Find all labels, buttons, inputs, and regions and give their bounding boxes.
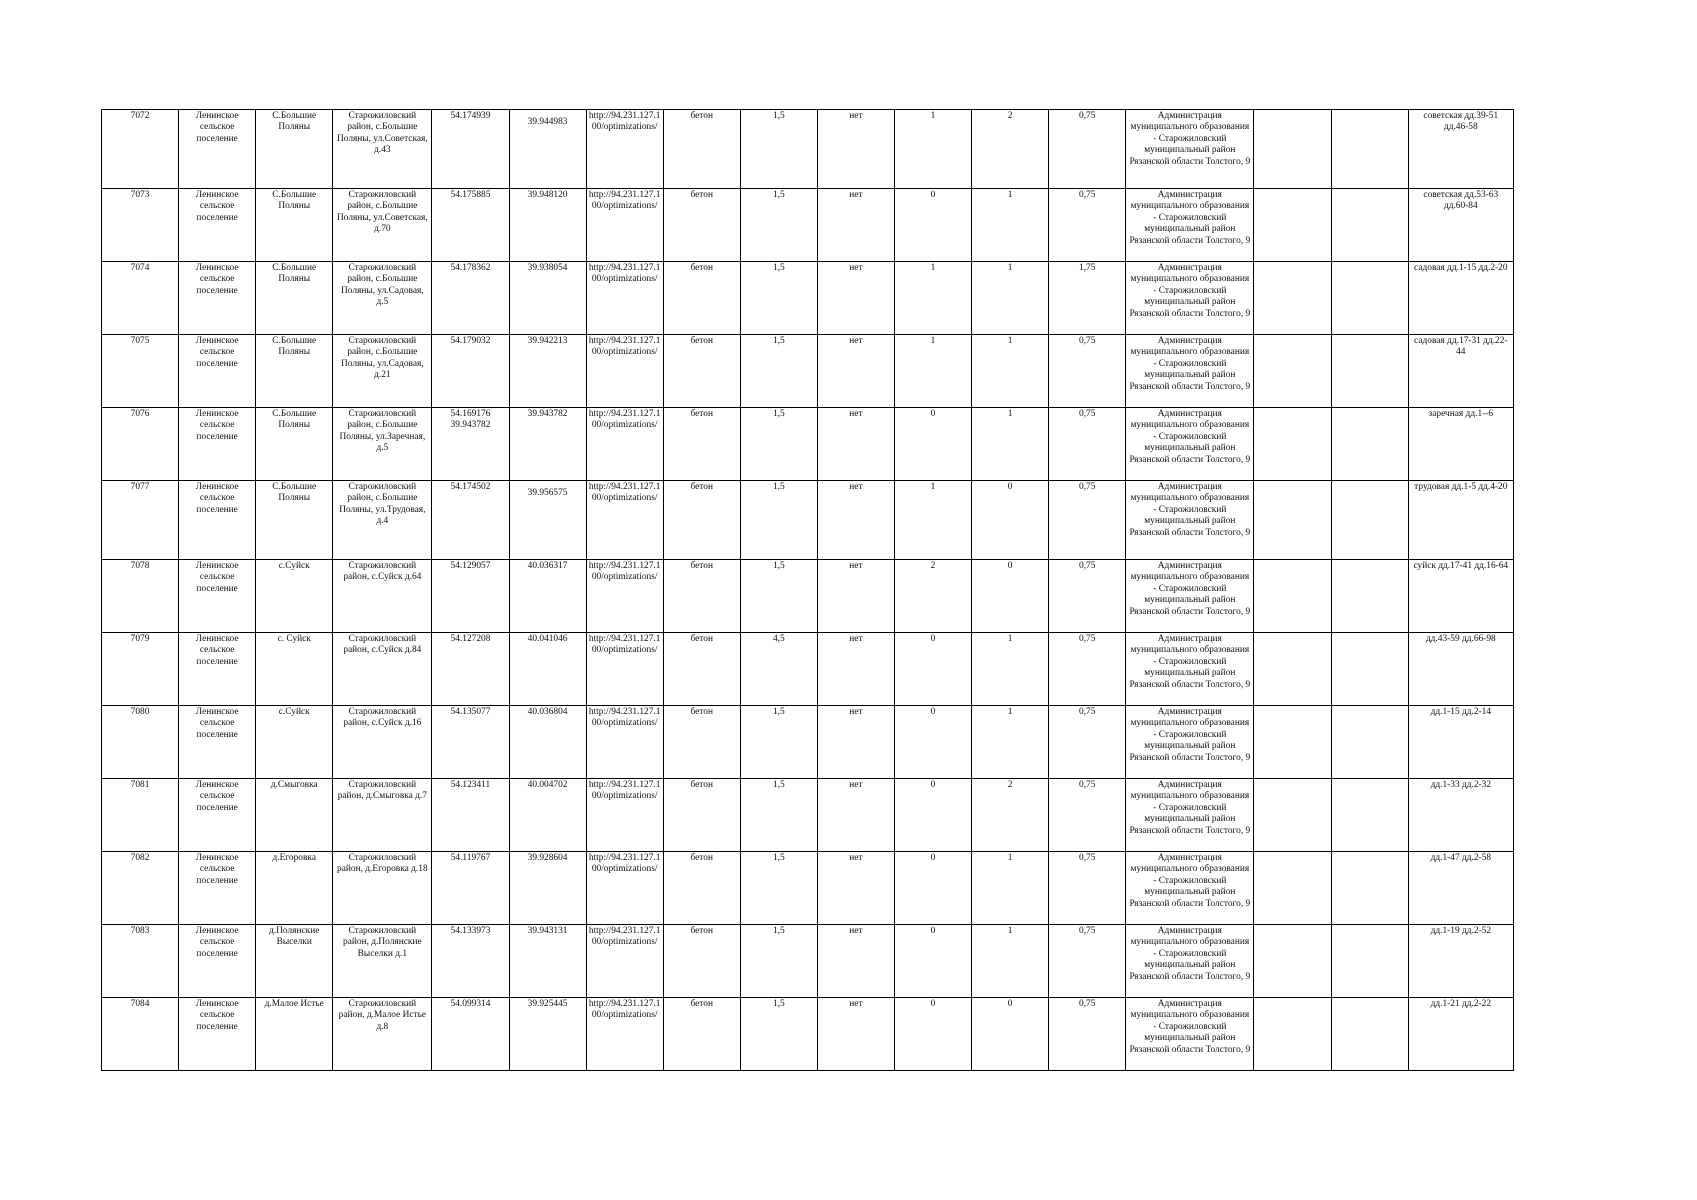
locality-cell: С.Большие Поляны — [256, 481, 333, 560]
longitude-cell: 39.925445 — [509, 998, 586, 1071]
table-row — [102, 779, 1514, 852]
containers-b-cell: 1 — [972, 925, 1049, 998]
surface-cell: бетон — [663, 110, 740, 189]
containers-a-cell: 1 — [894, 110, 971, 189]
fence-cell: нет — [817, 560, 894, 633]
site-number-cell: 7078 — [102, 560, 179, 633]
site-number-cell: 7082 — [102, 852, 179, 925]
address-cell: Старожиловский район, с.Большие Поляны, ул.Трудовая, д.4 — [333, 481, 432, 560]
volume-cell: 0,75 — [1049, 706, 1126, 779]
link-cell: http://94.231.127.100/optimizations/ — [586, 262, 663, 335]
link-cell: http://94.231.127.100/optimizations/ — [586, 335, 663, 408]
owner-cell: Администрация муниципального образования - Старожиловский муниципальный район Рязанской области Толстого, 9 — [1126, 998, 1254, 1071]
empty-cell — [1254, 560, 1331, 633]
settlement-cell: Ленинское сельское поселение — [179, 262, 256, 335]
containers-b-cell: 1 — [972, 189, 1049, 262]
containers-b-cell: 0 — [972, 998, 1049, 1071]
area-cell: 1,5 — [740, 110, 817, 189]
volume-cell: 0,75 — [1049, 925, 1126, 998]
address-cell: Старожиловский район, с.Большие Поляны, ул.Советская, д.43 — [333, 110, 432, 189]
containers-b-cell: 2 — [972, 110, 1049, 189]
served-addresses-cell: дд.43-59 дд.66-98 — [1408, 633, 1513, 706]
surface-cell: бетон — [663, 560, 740, 633]
locality-cell: с.Суйск — [256, 560, 333, 633]
address-cell: Старожиловский район, с.Большие Поляны, ул.Советская, д.70 — [333, 189, 432, 262]
area-cell: 4,5 — [740, 633, 817, 706]
fence-cell: нет — [817, 998, 894, 1071]
fence-cell: нет — [817, 408, 894, 481]
surface-cell: бетон — [663, 481, 740, 560]
table-row — [102, 335, 1514, 408]
fence-cell: нет — [817, 779, 894, 852]
empty-cell — [1254, 852, 1331, 925]
fence-cell: нет — [817, 481, 894, 560]
empty-cell — [1331, 852, 1408, 925]
area-cell: 1,5 — [740, 262, 817, 335]
volume-cell: 0,75 — [1049, 998, 1126, 1071]
containers-a-cell: 0 — [894, 706, 971, 779]
volume-cell: 0,75 — [1049, 189, 1126, 262]
owner-cell: Администрация муниципального образования - Старожиловский муниципальный район Рязанской области Толстого, 9 — [1126, 706, 1254, 779]
longitude-cell: 39.942213 — [509, 335, 586, 408]
locality-cell: С.Большие Поляны — [256, 262, 333, 335]
empty-cell — [1254, 779, 1331, 852]
empty-cell — [1254, 925, 1331, 998]
empty-cell — [1331, 110, 1408, 189]
locality-cell: с.Суйск — [256, 706, 333, 779]
locality-cell: С.Большие Поляны — [256, 110, 333, 189]
served-addresses-cell: суйск дд.17-41 дд.16-64 — [1408, 560, 1513, 633]
latitude-cell: 54.174502 — [432, 481, 509, 560]
empty-cell — [1254, 335, 1331, 408]
containers-a-cell: 0 — [894, 189, 971, 262]
longitude-cell: 40.004702 — [509, 779, 586, 852]
latitude-cell: 54.127208 — [432, 633, 509, 706]
fence-cell: нет — [817, 706, 894, 779]
empty-cell — [1331, 925, 1408, 998]
locality-cell: д.Малое Истье — [256, 998, 333, 1071]
locality-cell: С.Большие Поляны — [256, 408, 333, 481]
latitude-cell: 54.174939 — [432, 110, 509, 189]
link-cell: http://94.231.127.100/optimizations/ — [586, 706, 663, 779]
empty-cell — [1254, 633, 1331, 706]
link-cell: http://94.231.127.100/optimizations/ — [586, 998, 663, 1071]
containers-b-cell: 1 — [972, 262, 1049, 335]
volume-cell: 0,75 — [1049, 560, 1126, 633]
served-addresses-cell: дд.1-15 дд.2-14 — [1408, 706, 1513, 779]
latitude-cell: 54.175885 — [432, 189, 509, 262]
longitude-cell: 40.036804 — [509, 706, 586, 779]
fence-cell: нет — [817, 262, 894, 335]
locality-cell: д.Полянские Выселки — [256, 925, 333, 998]
latitude-cell: 54.178362 — [432, 262, 509, 335]
empty-cell — [1331, 633, 1408, 706]
fence-cell: нет — [817, 335, 894, 408]
address-cell: Старожиловский район, с.Суйск д.64 — [333, 560, 432, 633]
volume-cell: 0,75 — [1049, 779, 1126, 852]
link-cell: http://94.231.127.100/optimizations/ — [586, 408, 663, 481]
empty-cell — [1254, 408, 1331, 481]
site-number-cell: 7073 — [102, 189, 179, 262]
latitude-cell: 54.099314 — [432, 998, 509, 1071]
table-row — [102, 852, 1514, 925]
link-cell: http://94.231.127.100/optimizations/ — [586, 189, 663, 262]
containers-a-cell: 0 — [894, 925, 971, 998]
surface-cell: бетон — [663, 189, 740, 262]
settlement-cell: Ленинское сельское поселение — [179, 779, 256, 852]
table-row — [102, 110, 1514, 189]
locality-cell: д.Егоровка — [256, 852, 333, 925]
owner-cell: Администрация муниципального образования - Старожиловский муниципальный район Рязанской области Толстого, 9 — [1126, 189, 1254, 262]
site-number-cell: 7076 — [102, 408, 179, 481]
settlement-cell: Ленинское сельское поселение — [179, 189, 256, 262]
owner-cell: Администрация муниципального образования - Старожиловский муниципальный район Рязанской области Толстого, 9 — [1126, 408, 1254, 481]
link-cell: http://94.231.127.100/optimizations/ — [586, 852, 663, 925]
table-row — [102, 481, 1514, 560]
site-number-cell: 7084 — [102, 998, 179, 1071]
latitude-cell: 54.123411 — [432, 779, 509, 852]
served-addresses-cell: советская дд.39-51 дд.46-58 — [1408, 110, 1513, 189]
address-cell: Старожиловский район, с.Большие Поляны, ул.Садовая, д.21 — [333, 335, 432, 408]
empty-cell — [1254, 262, 1331, 335]
volume-cell: 1,75 — [1049, 262, 1126, 335]
served-addresses-cell: дд.1-19 дд.2-52 — [1408, 925, 1513, 998]
served-addresses-cell: дд.1-21 дд.2-22 — [1408, 998, 1513, 1071]
table-body — [102, 110, 1514, 1071]
containers-a-cell: 0 — [894, 852, 971, 925]
table-row — [102, 925, 1514, 998]
containers-a-cell: 1 — [894, 335, 971, 408]
surface-cell: бетон — [663, 925, 740, 998]
settlement-cell: Ленинское сельское поселение — [179, 481, 256, 560]
containers-a-cell: 0 — [894, 998, 971, 1071]
area-cell: 1,5 — [740, 998, 817, 1071]
longitude-cell: 39.948120 — [509, 189, 586, 262]
volume-cell: 0,75 — [1049, 110, 1126, 189]
volume-cell: 0,75 — [1049, 408, 1126, 481]
containers-b-cell: 0 — [972, 560, 1049, 633]
link-cell: http://94.231.127.100/optimizations/ — [586, 925, 663, 998]
latitude-cell: 54.179032 — [432, 335, 509, 408]
owner-cell: Администрация муниципального образования - Старожиловский муниципальный район Рязанской области Толстого, 9 — [1126, 852, 1254, 925]
site-number-cell: 7081 — [102, 779, 179, 852]
empty-cell — [1331, 189, 1408, 262]
link-cell: http://94.231.127.100/optimizations/ — [586, 779, 663, 852]
containers-b-cell: 2 — [972, 779, 1049, 852]
site-number-cell: 7075 — [102, 335, 179, 408]
containers-a-cell: 2 — [894, 560, 971, 633]
address-cell: Старожиловский район, д.Смыговка д.7 — [333, 779, 432, 852]
containers-a-cell: 0 — [894, 408, 971, 481]
containers-a-cell: 1 — [894, 262, 971, 335]
area-cell: 1,5 — [740, 925, 817, 998]
link-cell: http://94.231.127.100/optimizations/ — [586, 560, 663, 633]
site-number-cell: 7080 — [102, 706, 179, 779]
longitude-cell: 39.938054 — [509, 262, 586, 335]
longitude-cell: 40.036317 — [509, 560, 586, 633]
fence-cell: нет — [817, 852, 894, 925]
owner-cell: Администрация муниципального образования - Старожиловский муниципальный район Рязанской области Толстого, 9 — [1126, 335, 1254, 408]
owner-cell: Администрация муниципального образования - Старожиловский муниципальный район Рязанской области Толстого, 9 — [1126, 633, 1254, 706]
site-number-cell: 7083 — [102, 925, 179, 998]
volume-cell: 0,75 — [1049, 481, 1126, 560]
locality-cell: С.Большие Поляны — [256, 189, 333, 262]
served-addresses-cell: дд.1-47 дд.2-58 — [1408, 852, 1513, 925]
locality-cell: с. Суйск — [256, 633, 333, 706]
latitude-cell: 54.169176 39.943782 — [432, 408, 509, 481]
served-addresses-cell: садовая дд.17-31 дд.22-44 — [1408, 335, 1513, 408]
empty-cell — [1254, 189, 1331, 262]
surface-cell: бетон — [663, 779, 740, 852]
address-cell: Старожиловский район, с.Суйск д.84 — [333, 633, 432, 706]
area-cell: 1,5 — [740, 189, 817, 262]
site-number-cell: 7079 — [102, 633, 179, 706]
settlement-cell: Ленинское сельское поселение — [179, 852, 256, 925]
settlement-cell: Ленинское сельское поселение — [179, 998, 256, 1071]
longitude-cell: 39.956575 — [509, 481, 586, 560]
containers-a-cell: 1 — [894, 481, 971, 560]
served-addresses-cell: дд.1-33 дд.2-32 — [1408, 779, 1513, 852]
site-number-cell: 7077 — [102, 481, 179, 560]
latitude-cell: 54.129057 — [432, 560, 509, 633]
served-addresses-cell: трудовая дд.1-5 дд.4-20 — [1408, 481, 1513, 560]
locality-cell: С.Большие Поляны — [256, 335, 333, 408]
address-cell: Старожиловский район, д.Егоровка д.18 — [333, 852, 432, 925]
surface-cell: бетон — [663, 852, 740, 925]
site-number-cell: 7074 — [102, 262, 179, 335]
fence-cell: нет — [817, 189, 894, 262]
owner-cell: Администрация муниципального образования - Старожиловский муниципальный район Рязанской области Толстого, 9 — [1126, 925, 1254, 998]
area-cell: 1,5 — [740, 481, 817, 560]
empty-cell — [1254, 706, 1331, 779]
table-row — [102, 633, 1514, 706]
volume-cell: 0,75 — [1049, 852, 1126, 925]
settlement-cell: Ленинское сельское поселение — [179, 408, 256, 481]
surface-cell: бетон — [663, 633, 740, 706]
fence-cell: нет — [817, 633, 894, 706]
containers-b-cell: 1 — [972, 408, 1049, 481]
empty-cell — [1331, 998, 1408, 1071]
fence-cell: нет — [817, 925, 894, 998]
area-cell: 1,5 — [740, 779, 817, 852]
table-row — [102, 706, 1514, 779]
area-cell: 1,5 — [740, 560, 817, 633]
longitude-cell: 39.944983 — [509, 110, 586, 189]
longitude-cell: 39.928604 — [509, 852, 586, 925]
surface-cell: бетон — [663, 335, 740, 408]
site-number-cell: 7072 — [102, 110, 179, 189]
area-cell: 1,5 — [740, 852, 817, 925]
settlement-cell: Ленинское сельское поселение — [179, 110, 256, 189]
empty-cell — [1331, 335, 1408, 408]
address-cell: Старожиловский район, с.Суйск д.16 — [333, 706, 432, 779]
empty-cell — [1331, 706, 1408, 779]
owner-cell: Администрация муниципального образования - Старожиловский муниципальный район Рязанской области Толстого, 9 — [1126, 110, 1254, 189]
containers-b-cell: 1 — [972, 852, 1049, 925]
longitude-cell: 39.943131 — [509, 925, 586, 998]
address-cell: Старожиловский район, д.Малое Истье д.8 — [333, 998, 432, 1071]
surface-cell: бетон — [663, 706, 740, 779]
owner-cell: Администрация муниципального образования - Старожиловский муниципальный район Рязанской области Толстого, 9 — [1126, 560, 1254, 633]
settlement-cell: Ленинское сельское поселение — [179, 560, 256, 633]
volume-cell: 0,75 — [1049, 633, 1126, 706]
settlement-cell: Ленинское сельское поселение — [179, 925, 256, 998]
empty-cell — [1331, 262, 1408, 335]
longitude-cell: 39.943782 — [509, 408, 586, 481]
table-row — [102, 189, 1514, 262]
containers-b-cell: 0 — [972, 481, 1049, 560]
fence-cell: нет — [817, 110, 894, 189]
owner-cell: Администрация муниципального образования - Старожиловский муниципальный район Рязанской области Толстого, 9 — [1126, 481, 1254, 560]
containers-a-cell: 0 — [894, 633, 971, 706]
address-cell: Старожиловский район, с.Большие Поляны, ул.Садовая, д.5 — [333, 262, 432, 335]
owner-cell: Администрация муниципального образования - Старожиловский муниципальный район Рязанской области Толстого, 9 — [1126, 262, 1254, 335]
locality-cell: д.Смыговка — [256, 779, 333, 852]
owner-cell: Администрация муниципального образования - Старожиловский муниципальный район Рязанской области Толстого, 9 — [1126, 779, 1254, 852]
empty-cell — [1331, 560, 1408, 633]
surface-cell: бетон — [663, 262, 740, 335]
address-cell: Старожиловский район, с.Большие Поляны, ул.Заречная, д.5 — [333, 408, 432, 481]
link-cell: http://94.231.127.100/optimizations/ — [586, 633, 663, 706]
registry-table — [101, 109, 1514, 1071]
empty-cell — [1331, 481, 1408, 560]
area-cell: 1,5 — [740, 408, 817, 481]
area-cell: 1,5 — [740, 335, 817, 408]
table-row — [102, 262, 1514, 335]
settlement-cell: Ленинское сельское поселение — [179, 633, 256, 706]
longitude-cell: 40.041046 — [509, 633, 586, 706]
settlement-cell: Ленинское сельское поселение — [179, 706, 256, 779]
address-cell: Старожиловский район, д.Полянские Выселки д.1 — [333, 925, 432, 998]
empty-cell — [1254, 110, 1331, 189]
served-addresses-cell: заречная дд.1--6 — [1408, 408, 1513, 481]
empty-cell — [1331, 779, 1408, 852]
latitude-cell: 54.119767 — [432, 852, 509, 925]
containers-a-cell: 0 — [894, 779, 971, 852]
containers-b-cell: 1 — [972, 633, 1049, 706]
link-cell: http://94.231.127.100/optimizations/ — [586, 110, 663, 189]
table-row — [102, 560, 1514, 633]
empty-cell — [1331, 408, 1408, 481]
table-row — [102, 408, 1514, 481]
containers-b-cell: 1 — [972, 706, 1049, 779]
surface-cell: бетон — [663, 998, 740, 1071]
settlement-cell: Ленинское сельское поселение — [179, 335, 256, 408]
volume-cell: 0,75 — [1049, 335, 1126, 408]
containers-b-cell: 1 — [972, 335, 1049, 408]
latitude-cell: 54.133973 — [432, 925, 509, 998]
empty-cell — [1254, 998, 1331, 1071]
latitude-cell: 54.135077 — [432, 706, 509, 779]
link-cell: http://94.231.127.100/optimizations/ — [586, 481, 663, 560]
empty-cell — [1254, 481, 1331, 560]
surface-cell: бетон — [663, 408, 740, 481]
area-cell: 1,5 — [740, 706, 817, 779]
served-addresses-cell: советская дд.53-63 дд.60-84 — [1408, 189, 1513, 262]
served-addresses-cell: садовая дд.1-15 дд.2-20 — [1408, 262, 1513, 335]
table-row — [102, 998, 1514, 1071]
